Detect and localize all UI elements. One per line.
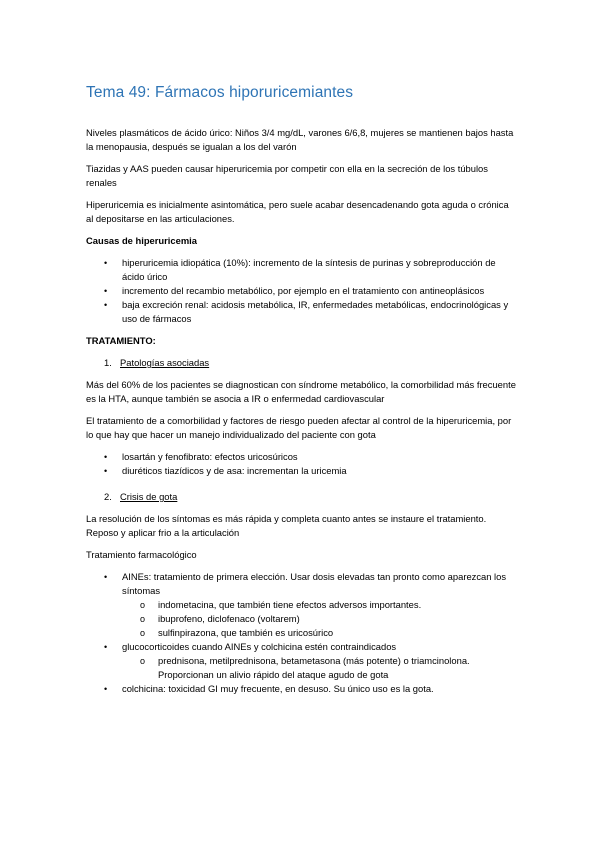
list-causas [86, 256, 518, 326]
list-item-text: glucocorticoides cuando AINEs y colchicina estén contraindicados [122, 641, 397, 652]
sublist-item-text: indometacina, que también tiene efectos adversos importantes. [158, 599, 422, 610]
bullet-icon: • [104, 258, 108, 268]
list-farmacos-asociados [86, 450, 518, 478]
paragraph-tratamiento-farmacologico: Tratamiento farmacológico [86, 549, 197, 560]
list-item [86, 284, 518, 298]
list-item-text: losartán y fenofibrato: efectos uricosúricos [122, 451, 298, 462]
heading-causas: Causas de hiperuricemia [86, 235, 197, 246]
list-item-text: colchicina: toxicidad GI muy frecuente, en desuso. Su único uso es la gota. [122, 683, 434, 694]
bullet-icon: • [104, 642, 108, 652]
sublist-item-text: prednisona, metilprednisona, betametasona (más potente) o triamcinolona. Proporcionan un alivio rápido del ataque agudo de gota [158, 655, 470, 680]
sublist-glucocorticoides [122, 654, 518, 682]
sublist-item [122, 598, 518, 612]
sublist-item [122, 612, 518, 626]
section-number: 1. [104, 357, 112, 368]
sublist-item [122, 626, 518, 640]
paragraph-niveles: Niveles plasmáticos de ácido úrico: Niños 3/4 mg/dL, varones 6/6,8, mujeres se mantienen bajos hasta la menopausia, después se igualan a los del varón [86, 127, 514, 152]
list-item-text: AINEs: tratamiento de primera elección. Usar dosis elevadas tan pronto como aparezcan los síntomas [122, 571, 507, 596]
bullet-icon: • [104, 300, 108, 310]
sublist-item-text: ibuprofeno, diclofenaco (voltarem) [158, 613, 300, 624]
sublist-aines [122, 598, 518, 640]
list-item [86, 256, 518, 284]
list-item [86, 450, 518, 464]
paragraph-resolucion: La resolución de los síntomas es más rápida y completa cuanto antes se instaure el tratamiento. Reposo y aplicar frio a la articulación [86, 513, 487, 538]
section-patologias [104, 356, 518, 370]
circle-bullet-icon: o [140, 614, 146, 624]
bullet-icon: • [104, 684, 108, 694]
circle-bullet-icon: o [140, 600, 146, 610]
paragraph-comorbilidad: El tratamiento de a comorbilidad y factores de riesgo pueden afectar al control de la hiperuricemia, por lo que hay que hacer un manejo individualizado del paciente con gota [86, 415, 512, 440]
list-item-text: baja excreción renal: acidosis metabólica, IR, enfermedades metabólicas, endocrinológicas y uso de fármacos [122, 299, 509, 324]
circle-bullet-icon: o [140, 656, 146, 666]
list-item-text: incremento del recambio metabólico, por ejemplo en el tratamiento con antineoplásicos [122, 285, 485, 296]
section-title: Patologías asociadas [120, 357, 210, 368]
circle-bullet-icon: o [140, 628, 146, 638]
list-item-text: hiperuricemia idiopática (10%): incremento de la síntesis de purinas y sobreproducción de ácido úrico [122, 257, 496, 282]
sublist-item [122, 654, 518, 682]
sublist-item-text: sulfinpirazona, que también es uricosúrico [158, 627, 334, 638]
paragraph-tiazidas: Tiazidas y AAS pueden causar hiperuricemia por competir con ella en la secreción de los túbulos renales [86, 163, 488, 188]
bullet-icon: • [104, 572, 108, 582]
paragraph-sindrome: Más del 60% de los pacientes se diagnostican con síndrome metabólico, la comorbilidad más frecuente es la HTA, aunque también se asocia a IR o enfermedad cardiovascular [86, 379, 516, 404]
list-item [86, 464, 518, 478]
list-item [86, 298, 518, 326]
bullet-icon: • [104, 286, 108, 296]
page-title: Tema 49: Fármacos hiporuricemiantes [86, 84, 354, 101]
document-body [86, 126, 518, 704]
section-title: Crisis de gota [120, 491, 178, 502]
section-number: 2. [104, 491, 112, 502]
list-item [86, 570, 518, 640]
heading-tratamiento: TRATAMIENTO: [86, 335, 156, 346]
bullet-icon: • [104, 466, 108, 476]
list-item-text: diuréticos tiazídicos y de asa: incrementan la uricemia [122, 465, 347, 476]
bullet-icon: • [104, 452, 108, 462]
list-item [86, 640, 518, 682]
list-tratamiento-farmacologico [86, 570, 518, 696]
paragraph-hiperuricemia: Hiperuricemia es inicialmente asintomática, pero suele acabar desencadenando gota aguda o crónica al depositarse en las articulaciones. [86, 199, 509, 224]
list-item [86, 682, 518, 696]
section-crisis [104, 490, 518, 504]
